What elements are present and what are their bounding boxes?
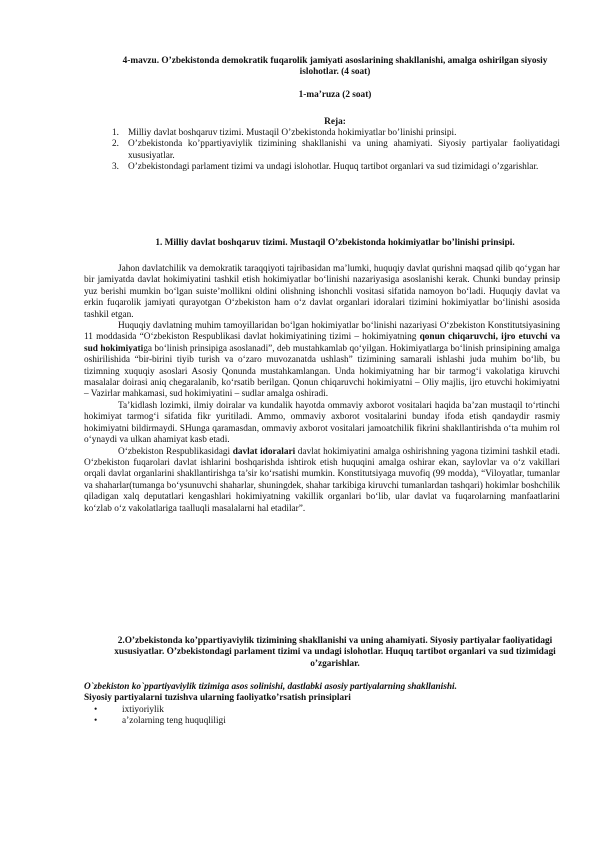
section-2-title: 2.O’zbekistonda ko’ppartiyaviylik tizimining shakllanishi va uning ahamiyati. Siyosiy partiyalar faoliyatidagi xususiyatlar. O’zbekistondagi parlament tizimi va undagi islohotlar. Huquq tartibot organlari va sud tizimidagi o’zgarishlar. bbox=[114, 636, 556, 669]
bullet-icon: • bbox=[94, 716, 98, 727]
plan-item-text: Milliy davlat boshqaruv tizimi. Mustaqil O’zbekistonda hokimiyatlar bo’linishi prinsipi. bbox=[128, 128, 457, 138]
paragraph-text: Huquqiy davlatning muhim tamoyillaridan bo‘lgan hokimiyatlar bo‘linishi nazariyasi O‘zbekiston Konstitutsiyasining 11 moddasida “O‘zbekiston Respublikasi davlat hokimiyatining tizimi – hokimiyatning bbox=[84, 321, 560, 343]
list-item bbox=[84, 705, 560, 716]
section-2-body bbox=[84, 682, 560, 728]
italic-subheading: O`zbekiston ko`ppartiyaviylik tizimiga asos solinishi, dastlabki asosiy partiyalarning shakllanishi. bbox=[84, 682, 457, 692]
principles-list bbox=[84, 705, 560, 728]
lecture-label: 1-ma’ruza (2 soat) bbox=[298, 90, 372, 100]
plan-item bbox=[112, 162, 560, 173]
paragraph-text: O‘zbekiston Respublikasidagi bbox=[118, 446, 233, 457]
paragraph: Ta’kidlash lozimki, ilmiy doiralar va kundalik hayotda ommaviy axborot vositalari haqida ba’zan mustaqil to‘rtinchi hokimiyat tarmog‘i sifatida fikr yuritiladi. Ammo, ommaviy axborot vositalarini bunday ifoda etish qandaydir rasmiy hokimiyatni bildirmaydi. SHunga qaramasdan, ommaviy axborot vositalari jamoatchilik fikrini shakllantirishda o‘ta muhim rol o‘ynaydi va ulkan ahamiyat kasb etadi. bbox=[84, 400, 560, 446]
section-1-title: 1. Milliy davlat boshqaruv tizimi. Mustaqil O’zbekistonda hokimiyatlar bo’linishi prinsipi. bbox=[155, 238, 515, 248]
section-1-body bbox=[84, 264, 560, 515]
plan-item-number: 3. bbox=[112, 162, 119, 173]
list-item-text: a’zolarning teng huquqliligi bbox=[122, 716, 226, 727]
paragraph bbox=[84, 447, 560, 515]
list-item bbox=[84, 716, 560, 727]
topic-title: 4-mavzu. O’zbekistonda demokratik fuqarolik jamiyati asoslarining shakllanishi, amalga oshirilgan siyosiy islohotlar. (4 soat) bbox=[122, 56, 548, 78]
plan-heading: Reja: bbox=[324, 117, 346, 127]
plan-item-text: O’zbekistonda ko’ppartiyaviylik tizimining shakllanishi va uning ahamiyati. Siyosiy partiyalar faoliyatidagi xususiyatlar. bbox=[128, 139, 560, 161]
paragraph-text: ga bo‘linish prinsipiga asoslanadi”, deb mustahkamlab qo‘yilgan. Hokimiyatlarga bo‘linish prinsipining amalga oshirilishida “bir-birini tiyib turish va o‘zaro muvozanatda ushlash” tizimining samarali ishlashi juda muhim bo‘lib, bu tizimning xuquqiy asoslari Asosiy Qonunda mustahkamlangan. Unda hokimiyatning har bir tarmog‘i vakolatiga kiruvchi masalalar doirasi aniq chegaralanib, ko‘rsatib berilgan. Qonun chiqaruvchi hokimiyatni – Oliy majlis, ijro etuvchi hokimiyatni – Vazirlar mahkamasi, sud hokimiyatini – sudlar amalga oshiradi. bbox=[84, 343, 560, 400]
plan-item-text: O’zbekistondagi parlament tizimi va undagi islohotlar. Huquq tartibot organlari va sud tizimidagi o’zgarishlar. bbox=[128, 162, 539, 173]
paragraph bbox=[84, 321, 560, 401]
plan-item bbox=[112, 128, 560, 139]
plan-item-number: 2. bbox=[112, 139, 119, 150]
bold-phrase: davlat idoralari bbox=[232, 446, 296, 457]
plan-item-number: 1. bbox=[112, 128, 119, 138]
list-item-text: ixtiyoriylik bbox=[122, 704, 164, 715]
bold-subheading: Siyosiy partiyalarni tuzishva ularning faoliyatko’rsatish prinsiplari bbox=[84, 693, 351, 704]
plan-item bbox=[112, 139, 560, 162]
paragraph: Jahon davlatchilik va demokratik taraqqiyoti tajribasidan ma’lumki, huquqiy davlat qurishni maqsad qilib qo‘ygan har bir jamiyatda davlat hokimiyatini tashkil etish hokimiyatlar bo‘linishi nazariyasiga asoslanishi kerak. Chunki bunday prinsip yuz berishi mumkin bo‘lgan suiste’mollikni oldini olishning ishonchli vositasi sifatida namoyon bo‘ladi. Huquqiy davlat va erkin fuqarolik jamiyati qurayotgan O‘zbekiston ham o‘z davlat organlari idoralari tizimini hokimiyatlar bo‘linishi asosida tashkil etgan. bbox=[84, 264, 560, 320]
bold-phrase: qonun chiqaruvchi, ijro etuvchi va sud hokimiyati bbox=[84, 332, 560, 354]
bullet-icon: • bbox=[94, 704, 98, 715]
plan-list bbox=[112, 128, 560, 174]
paragraph-text: davlat hokimiyatini amalga oshirishning yagona tizimini tashkil etadi. O‘zbekiston fuqarolari davlat ishlarini boshqarishda ishtirok etish huquqini amalga oshirar ekan, saylovlar va o‘z vakillari orqali davlat organlarini shakllantirishga ta’sir ko‘rsatishi mumkin. Konstitutsiyaga muvofiq (99 modda), “Viloyatlar, tumanlar va shaharlar(tumanga bo‘ysunuvchi shaharlar, shuningdek, shahar tarkibiga kiruvchi tumanlardan tashqari) hokimlar boshchilik qiladigan xalq deputatlari kengashlari hokimiyatning vakillik organlari bo‘lib, ular davlat va fuqarolarning manfaatlarini ko‘zlab o‘z vakolatlariga taalluqli masalalarni hal etadilar”. bbox=[84, 446, 560, 514]
